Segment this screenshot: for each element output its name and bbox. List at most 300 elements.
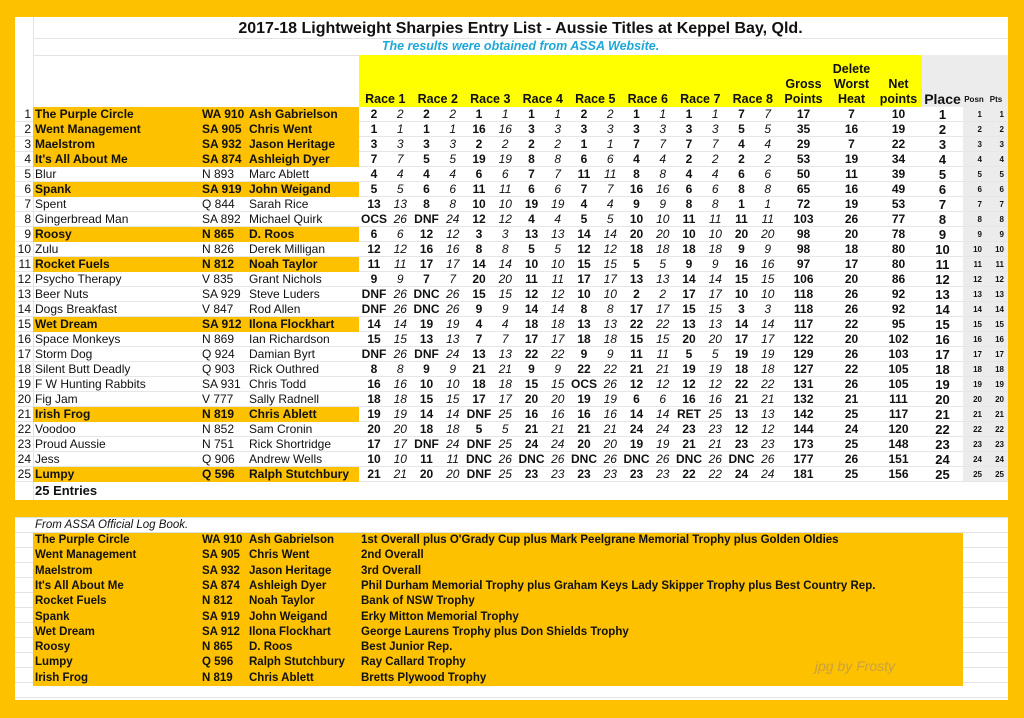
race-1-points: 9 <box>396 272 404 286</box>
race-3-points: 15 <box>498 287 512 301</box>
sail-number: Q 906 <box>202 452 235 466</box>
sail-number: N 865 <box>202 227 235 241</box>
race-6-result: 18 <box>629 242 644 256</box>
skipper-name: Ashleigh Dyer <box>249 152 330 166</box>
race-7-result: 7 <box>685 137 693 151</box>
table-row <box>15 422 1008 437</box>
race-8-points: 23 <box>761 437 775 451</box>
race-5-points: 3 <box>606 122 614 136</box>
boat-name: Psycho Therapy <box>35 272 122 286</box>
race-8-points: 19 <box>761 347 775 361</box>
net-points: 102 <box>888 332 909 346</box>
race-4-result: 11 <box>525 272 538 286</box>
race-1-result: 21 <box>367 467 381 481</box>
race-1-points: 11 <box>394 257 407 271</box>
race-6-result: 3 <box>633 122 640 136</box>
skipper-name: Ian Richardson <box>249 332 330 346</box>
sail-number: N 812 <box>202 257 235 271</box>
table-row <box>15 377 1008 392</box>
skipper-name: Noah Taylor <box>249 257 318 271</box>
race-6-result: 9 <box>633 197 640 211</box>
boat-name: Blur <box>35 167 57 181</box>
race-2-points: 10 <box>446 377 460 391</box>
row-number: 18 <box>17 362 31 376</box>
race-6-result: 10 <box>629 212 644 226</box>
race-5-result: DNC <box>571 452 597 466</box>
net-points: 77 <box>891 212 906 226</box>
race-3-result: 20 <box>472 272 486 286</box>
posn: 9 <box>977 230 982 239</box>
race-1-result: 1 <box>370 122 378 136</box>
trophy-boat: The Purple Circle <box>35 534 130 546</box>
table-row <box>15 212 1008 227</box>
sail-number: N 852 <box>202 422 235 436</box>
trophy-block <box>33 533 963 686</box>
race-3-points: 7 <box>501 332 509 346</box>
sail-number: Q 596 <box>202 467 235 481</box>
race-4-result: 22 <box>524 347 539 361</box>
table-row <box>15 197 1008 212</box>
delete-worst: 20 <box>844 272 859 286</box>
race-5-result: 4 <box>580 197 588 211</box>
gross-points: 122 <box>793 332 814 346</box>
net-points: 78 <box>891 227 906 241</box>
race-8-points: 8 <box>764 182 772 196</box>
race-4-result: 4 <box>528 212 535 226</box>
race-3-points: 8 <box>501 242 509 256</box>
gross-points: 98 <box>796 242 811 256</box>
race-5-points: 10 <box>603 287 617 301</box>
race-1-result: OCS <box>360 212 387 226</box>
boat-name: Irish Frog <box>35 407 91 421</box>
gross-points: 173 <box>793 437 814 451</box>
table-row <box>15 407 1008 422</box>
race-2-result: 4 <box>423 167 430 181</box>
net-points: 34 <box>891 152 906 166</box>
place: 24 <box>935 452 950 467</box>
race-6-result: 8 <box>633 167 640 181</box>
race-1-points: 26 <box>393 287 407 301</box>
header-pts-label: Pts <box>989 95 1003 104</box>
net-points: 10 <box>891 107 906 121</box>
gross-points: 29 <box>796 137 811 151</box>
gross-points: 142 <box>793 407 814 421</box>
delete-worst: 7 <box>848 107 855 121</box>
race-4-points: 26 <box>551 452 565 466</box>
pts: 1 <box>999 110 1004 119</box>
row-number: 21 <box>17 407 31 421</box>
race-4-points: 22 <box>551 347 565 361</box>
delete-worst: 26 <box>844 347 859 361</box>
row-number: 13 <box>17 287 31 301</box>
race-7-result: 19 <box>682 362 696 376</box>
race-6-points: 6 <box>659 392 667 406</box>
trophy-boat: Wet Dream <box>35 625 95 638</box>
race-3-result: 13 <box>472 347 486 361</box>
row-number: 11 <box>18 257 31 271</box>
race-3-result: 14 <box>472 257 486 271</box>
race-2-result: 18 <box>419 422 434 436</box>
race-3-result: 7 <box>475 332 483 346</box>
race-7-points: 9 <box>711 257 719 271</box>
race-4-points: 19 <box>551 197 565 211</box>
trophy-award: Phil Durham Memorial Trophy plus Graham Keys Lady Skipper Trophy plus Best Country Rep. <box>361 579 876 592</box>
race-6-points: 9 <box>659 197 667 211</box>
delete-worst: 11 <box>845 167 858 181</box>
row-number: 1 <box>24 107 31 121</box>
race-5-points: 1 <box>606 137 614 151</box>
header-net-label: Net points <box>879 77 918 106</box>
race-1-points: 26 <box>393 302 407 316</box>
race-5-result: 9 <box>580 347 588 361</box>
race-8-result: 2 <box>738 152 745 166</box>
race-3-result: DNC <box>466 452 492 466</box>
trophy-award: George Laurens Trophy plus Don Shields Trophy <box>361 625 629 638</box>
boat-name: Space Monkeys <box>35 332 121 346</box>
net-points: 39 <box>891 167 906 181</box>
race-4-points: 16 <box>551 407 565 421</box>
race-7-points: 2 <box>711 152 719 166</box>
race-4-result: 16 <box>524 407 539 421</box>
pts: 12 <box>995 275 1004 284</box>
skipper-name: Chris Went <box>249 122 313 136</box>
sail-number: V 835 <box>202 272 234 286</box>
race-6-points: 23 <box>656 467 670 481</box>
race-5-points: 19 <box>603 392 617 406</box>
net-points: 95 <box>891 317 906 331</box>
posn: 8 <box>977 215 982 224</box>
delete-worst: 26 <box>844 377 859 391</box>
race-6-points: 22 <box>656 317 670 331</box>
race-1-result: 15 <box>367 332 381 346</box>
posn: 3 <box>977 140 982 149</box>
race-3-result: 12 <box>472 212 486 226</box>
row-number: 4 <box>24 152 31 166</box>
race-4-points: 4 <box>554 212 562 226</box>
race-1-points: 14 <box>393 317 407 331</box>
race-1-points: 21 <box>393 467 407 481</box>
race-2-points: 9 <box>449 362 457 376</box>
race-8-points: 2 <box>764 152 772 166</box>
gross-points: 106 <box>793 272 814 286</box>
race-4-points: 14 <box>551 302 565 316</box>
race-4-result: 12 <box>524 287 539 301</box>
pts: 5 <box>999 170 1004 179</box>
posn: 19 <box>973 380 982 389</box>
race-5-points: 2 <box>606 107 614 121</box>
header-delete <box>828 55 875 107</box>
race-8-result: 15 <box>734 272 749 286</box>
trophy-boat: Maelstrom <box>35 564 93 577</box>
race-3-result: 8 <box>475 242 483 256</box>
race-6-result: 16 <box>629 182 644 196</box>
race-2-points: 15 <box>446 392 460 406</box>
race-4-result: 7 <box>528 167 535 181</box>
posn: 21 <box>973 410 982 419</box>
race-4-points: 18 <box>551 317 565 331</box>
trophy-sail: N 812 <box>202 595 233 608</box>
race-7-result: DNC <box>676 452 702 466</box>
header-race-8: Race 8 <box>732 92 773 106</box>
place: 23 <box>935 437 950 452</box>
skipper-name: Andrew Wells <box>249 452 323 466</box>
net-points: 105 <box>888 362 909 376</box>
race-7-points: 6 <box>711 182 719 196</box>
race-4-points: 10 <box>551 257 565 271</box>
race-7-points: 4 <box>711 167 719 181</box>
place: 3 <box>938 137 947 152</box>
gross-points: 118 <box>793 287 814 301</box>
race-2-result: 7 <box>423 272 430 286</box>
race-4-points: 15 <box>551 377 565 391</box>
table-row <box>15 242 1008 257</box>
row-number: 23 <box>17 437 31 451</box>
trophy-skipper: Ashleigh Dyer <box>249 579 327 592</box>
header-race-4: Race 4 <box>522 92 563 106</box>
race-8-result: 19 <box>734 347 749 361</box>
race-3-points: 25 <box>498 437 512 451</box>
trophy-skipper: Noah Taylor <box>249 595 315 608</box>
header-place-label: Place <box>924 91 961 107</box>
race-3-points: 10 <box>498 197 512 211</box>
gross-points: 50 <box>796 167 811 181</box>
gross-points: 129 <box>793 347 814 361</box>
boat-name: Roosy <box>35 227 72 241</box>
race-7-result: 15 <box>682 302 696 316</box>
race-8-result: 23 <box>734 437 749 451</box>
delete-worst: 20 <box>844 227 859 241</box>
race-4-result: DNC <box>518 452 545 466</box>
race-6-result: 17 <box>629 302 644 316</box>
row-number: 5 <box>24 167 31 181</box>
place: 25 <box>935 467 950 482</box>
race-1-result: 18 <box>367 392 381 406</box>
race-5-points: 23 <box>603 467 617 481</box>
gross-points: 144 <box>793 422 814 436</box>
trophy-award: Bretts Plywood Trophy <box>361 671 487 684</box>
race-5-result: 19 <box>577 392 591 406</box>
sail-number: Q 903 <box>202 362 235 376</box>
race-7-points: 21 <box>708 437 722 451</box>
race-1-points: 10 <box>393 452 407 466</box>
delete-worst: 26 <box>844 452 859 466</box>
race-4-result: 5 <box>528 242 535 256</box>
trophy-boat: Roosy <box>35 641 71 654</box>
race-5-points: 20 <box>603 437 617 451</box>
posn: 1 <box>977 110 982 119</box>
race-6-result: 22 <box>629 317 644 331</box>
posn: 23 <box>973 440 982 449</box>
boat-name: Wet Dream <box>35 317 98 331</box>
trophy-skipper: John Weigand <box>249 610 328 623</box>
pts: 9 <box>999 230 1004 239</box>
posn: 5 <box>977 170 982 179</box>
posn: 17 <box>973 350 982 359</box>
race-4-result: 8 <box>528 152 535 166</box>
trophy-skipper: Chris Went <box>249 549 310 562</box>
race-3-result: 17 <box>472 392 486 406</box>
row-number: 9 <box>24 227 31 241</box>
race-5-points: 16 <box>603 407 617 421</box>
race-8-points: 24 <box>761 467 775 481</box>
race-5-points: 9 <box>606 347 614 361</box>
boat-name: Fig Jam <box>35 392 78 406</box>
race-7-points: 17 <box>708 287 722 301</box>
gross-points: 35 <box>796 122 811 136</box>
race-2-points: 24 <box>446 212 460 226</box>
race-4-points: 2 <box>554 137 562 151</box>
race-8-result: 16 <box>734 257 749 271</box>
table-row <box>15 137 1008 152</box>
pts: 23 <box>995 440 1004 449</box>
skipper-name: Jason Heritage <box>249 137 336 151</box>
header-race-5: Race 5 <box>575 92 616 106</box>
skipper-name: Sarah Rice <box>249 197 309 211</box>
row-number: 6 <box>24 182 31 196</box>
race-4-result: 20 <box>524 392 539 406</box>
sail-number: SA 929 <box>202 287 241 301</box>
race-2-result: 16 <box>419 242 434 256</box>
race-5-result: 21 <box>577 422 591 436</box>
pts: 22 <box>995 425 1004 434</box>
race-8-result: 9 <box>738 242 745 256</box>
row-number: 24 <box>17 452 31 466</box>
net-points: 22 <box>891 137 906 151</box>
race-2-points: 24 <box>446 437 460 451</box>
race-8-result: 22 <box>734 377 749 391</box>
race-6-result: 14 <box>629 407 644 421</box>
race-7-result: 20 <box>682 332 696 346</box>
sail-number: WA 910 <box>202 107 245 121</box>
race-5-points: 26 <box>603 452 617 466</box>
place: 10 <box>935 242 950 257</box>
race-5-result: 16 <box>577 407 591 421</box>
delete-worst: 7 <box>848 137 855 151</box>
race-1-points: 20 <box>393 422 407 436</box>
sail-number: N 751 <box>202 437 235 451</box>
race-6-points: 8 <box>659 167 667 181</box>
race-7-result: 6 <box>685 182 693 196</box>
race-8-result: 3 <box>738 302 745 316</box>
sail-number: SA 931 <box>202 377 241 391</box>
race-1-points: 3 <box>396 137 404 151</box>
net-points: 53 <box>891 197 906 211</box>
race-5-result: 22 <box>577 362 591 376</box>
race-2-points: 20 <box>446 467 460 481</box>
place: 18 <box>935 362 950 377</box>
race-6-points: 13 <box>656 272 670 286</box>
race-2-points: 6 <box>449 182 457 196</box>
pts: 19 <box>995 380 1004 389</box>
race-5-points: 22 <box>603 362 617 376</box>
table-row <box>15 392 1008 407</box>
race-3-points: 11 <box>499 182 512 196</box>
race-7-result: 11 <box>682 212 696 226</box>
net-points: 111 <box>889 392 908 406</box>
gross-points: 118 <box>793 302 814 316</box>
sail-number: N 869 <box>202 332 235 346</box>
race-1-result: 13 <box>367 197 381 211</box>
race-3-points: 21 <box>498 362 512 376</box>
place: 12 <box>935 272 950 287</box>
race-5-result: 15 <box>577 257 591 271</box>
sail-number: Q 844 <box>202 197 235 211</box>
race-4-points: 17 <box>551 332 565 346</box>
pts: 20 <box>995 395 1004 404</box>
row-number: 25 <box>17 467 31 481</box>
trophy-boat: Went Management <box>35 549 137 562</box>
race-7-points: 15 <box>708 302 722 316</box>
race-3-points: 6 <box>501 167 509 181</box>
table-row <box>15 332 1008 347</box>
race-3-points: 25 <box>498 467 512 481</box>
place: 11 <box>935 257 950 272</box>
race-7-points: 8 <box>711 197 719 211</box>
skipper-name: Chris Ablett <box>249 407 317 421</box>
race-8-result: 18 <box>734 362 749 376</box>
sail-number: SA 892 <box>202 212 241 226</box>
gross-points: 97 <box>796 257 811 271</box>
race-1-result: 8 <box>370 362 378 376</box>
row-number: 15 <box>17 317 31 331</box>
race-2-result: DNF <box>414 437 439 451</box>
posn: 2 <box>977 125 982 134</box>
net-points: 86 <box>891 272 906 286</box>
race-8-result: DNC <box>728 452 755 466</box>
race-4-points: 20 <box>551 392 565 406</box>
race-6-result: 20 <box>629 227 644 241</box>
posn: 15 <box>973 320 982 329</box>
race-7-points: 25 <box>708 407 722 421</box>
race-7-result: 1 <box>685 107 693 121</box>
trophy-award: Bank of NSW Trophy <box>361 595 475 608</box>
race-3-points: 5 <box>501 422 509 436</box>
race-1-result: 16 <box>367 377 381 391</box>
race-3-points: 20 <box>498 272 512 286</box>
race-1-result: 7 <box>370 152 378 166</box>
net-points: 49 <box>891 182 906 196</box>
race-4-points: 13 <box>551 227 565 241</box>
race-8-points: 17 <box>761 332 775 346</box>
race-2-result: 6 <box>423 182 430 196</box>
boat-name: Lumpy <box>35 467 75 481</box>
trophy-boat: Irish Frog <box>35 671 89 684</box>
race-4-points: 24 <box>551 437 565 451</box>
race-7-points: 12 <box>708 377 722 391</box>
race-4-points: 23 <box>551 467 565 481</box>
table-row <box>15 287 1008 302</box>
race-1-points: 7 <box>396 152 404 166</box>
table-row <box>15 152 1008 167</box>
delete-worst: 18 <box>844 242 859 256</box>
posn: 25 <box>973 470 982 479</box>
delete-worst: 19 <box>844 197 859 211</box>
net-points: 117 <box>888 407 909 421</box>
race-7-result: 14 <box>682 272 696 286</box>
race-5-result: 13 <box>577 317 591 331</box>
race-1-result: 12 <box>367 242 381 256</box>
race-4-result: 24 <box>524 437 539 451</box>
trophy-boat: Rocket Fuels <box>35 595 107 608</box>
pts: 4 <box>999 155 1004 164</box>
race-6-result: 13 <box>629 272 644 286</box>
gross-points: 53 <box>796 152 811 166</box>
race-8-points: 10 <box>761 287 775 301</box>
pts: 15 <box>995 320 1004 329</box>
race-4-result: 6 <box>528 182 535 196</box>
row-number: 8 <box>24 212 31 226</box>
gross-points: 181 <box>793 467 814 481</box>
